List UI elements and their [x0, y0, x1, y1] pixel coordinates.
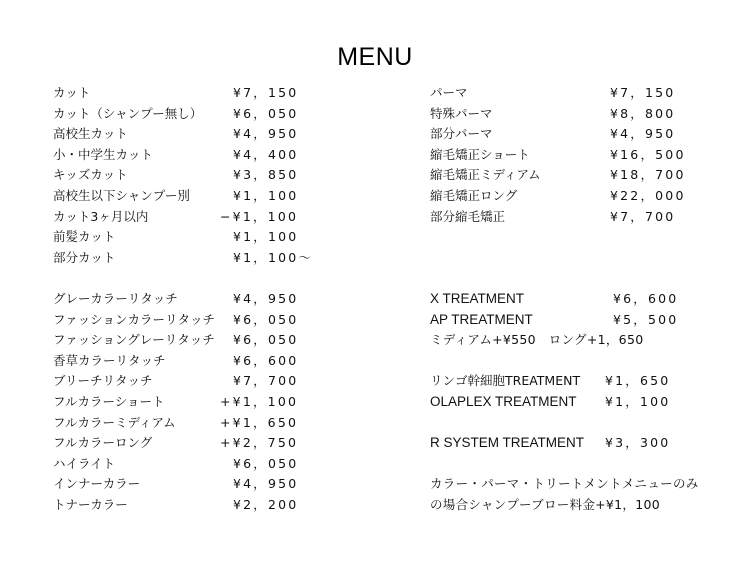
item-price: +¥2，750 [220, 435, 299, 451]
item-name: トナーカラー [53, 496, 128, 512]
item-name: カット [53, 85, 91, 100]
menu-note [430, 474, 730, 495]
item-name: 部分パーマ [430, 126, 493, 142]
left-menu-column [53, 83, 353, 515]
menu-item [430, 433, 730, 454]
menu-item [53, 371, 353, 392]
menu-item [430, 124, 730, 145]
menu-item [430, 207, 730, 228]
item-price: ¥4，950 [233, 476, 299, 492]
menu-item [53, 474, 353, 495]
item-name: 香草カラーリタッチ [53, 352, 166, 368]
spacer [430, 454, 730, 475]
item-name: 前髪カット [53, 229, 116, 245]
item-price: ¥7，150 [610, 85, 676, 100]
menu-item [53, 289, 353, 310]
item-name: パーマ [430, 85, 468, 100]
item-name: キッズカット [53, 167, 128, 183]
item-name: 高校生カット [53, 126, 128, 142]
item-price: +¥1，100 [220, 393, 299, 409]
item-price: ¥7，700 [610, 208, 676, 224]
item-name: リンゴ幹細胞TREATMENT [430, 373, 581, 389]
item-name: OLAPLEX TREATMENT [430, 393, 577, 409]
item-name: 特殊パーマ [430, 105, 493, 121]
menu-item [53, 124, 353, 145]
item-name: ファッションカラーリタッチ [53, 311, 216, 327]
item-price: ¥1，100〜 [233, 249, 314, 265]
item-price: ¥1，100 [233, 229, 299, 245]
item-name: 高校生以下シャンプー別 [53, 187, 190, 203]
item-price: ¥8，800 [610, 105, 676, 121]
menu-item [53, 454, 353, 475]
item-price: −¥1，100 [220, 208, 299, 224]
menu-item [53, 330, 353, 351]
menu-item [53, 207, 353, 228]
spacer [53, 268, 353, 289]
item-price: ¥6，600 [613, 290, 679, 306]
item-name: 縮毛矯正ロング [430, 187, 518, 203]
menu-item [430, 186, 730, 207]
item-price: ¥6，600 [233, 352, 299, 368]
item-price: ¥4，950 [610, 126, 676, 142]
item-name: フルカラーミディアム [53, 414, 176, 430]
item-price: ¥22，000 [610, 187, 686, 203]
menu-item [53, 433, 353, 454]
item-price: ¥6，050 [233, 105, 299, 121]
spacer [430, 268, 730, 289]
menu-note [430, 330, 730, 351]
menu-item [53, 227, 353, 248]
note-text: ミディアム+¥550 ロング+1，650 [430, 332, 644, 348]
menu-note [430, 495, 730, 516]
item-name: ハイライト [53, 455, 116, 471]
item-name: カット3ヶ月以内 [53, 208, 149, 224]
item-name: 縮毛矯正ショート [430, 146, 530, 162]
item-price: ¥16，500 [610, 146, 686, 162]
item-price: ¥6，050 [233, 311, 299, 327]
item-price: ¥1，100 [233, 187, 299, 203]
spacer [430, 413, 730, 434]
item-price: ¥6，050 [233, 455, 299, 471]
item-name: 小・中学生カット [53, 146, 153, 162]
menu-item [53, 248, 353, 269]
item-price: ¥4，400 [233, 146, 299, 162]
menu-item [430, 371, 730, 392]
item-name: グレーカラーリタッチ [53, 290, 178, 306]
item-name: フルカラーショート [53, 393, 165, 409]
spacer [430, 351, 730, 372]
item-price: +¥1，650 [220, 414, 299, 430]
menu-item [430, 104, 730, 125]
item-name: AP TREATMENT [430, 311, 533, 327]
menu-title: MENU [337, 43, 413, 71]
item-price: ¥1，650 [605, 373, 671, 389]
item-price: ¥6，050 [233, 332, 299, 348]
item-name: R SYSTEM TREATMENT [430, 435, 585, 451]
spacer [430, 227, 730, 248]
menu-item [53, 104, 353, 125]
item-name: フルカラーロング [53, 435, 153, 451]
note-text: カラー・パーマ・トリートメントメニューのみ [430, 476, 699, 492]
item-name: 部分カット [53, 249, 116, 265]
item-price: ¥4，950 [233, 290, 299, 306]
item-price: ¥2，200 [233, 496, 299, 512]
menu-item [53, 351, 353, 372]
item-name: ブリーチリタッチ [53, 373, 153, 389]
menu-item [53, 186, 353, 207]
spacer [430, 248, 730, 269]
item-name: 部分縮毛矯正 [430, 208, 506, 224]
item-price: ¥5，500 [613, 311, 679, 327]
menu-item [430, 165, 730, 186]
menu-item [430, 289, 730, 310]
menu-item [53, 392, 353, 413]
menu-item [430, 310, 730, 331]
item-price: ¥18，700 [610, 167, 686, 183]
item-name: カット（シャンプー無し） [53, 105, 203, 121]
item-name: 縮毛矯正ミディアム [430, 167, 541, 183]
right-menu-column [430, 83, 730, 515]
menu-item [53, 83, 353, 104]
menu-item [53, 310, 353, 331]
menu-item [430, 145, 730, 166]
menu-item [53, 145, 353, 166]
menu-item [430, 392, 730, 413]
menu-item [53, 165, 353, 186]
item-price: ¥3，850 [233, 167, 299, 183]
item-name: X TREATMENT [430, 290, 525, 306]
item-price: ¥7，150 [233, 85, 299, 100]
item-price: ¥1，100 [605, 393, 671, 409]
menu-item [53, 495, 353, 516]
item-price: ¥4，950 [233, 126, 299, 142]
menu-item [53, 413, 353, 434]
item-name: インナーカラー [53, 476, 141, 492]
item-price: ¥3，300 [605, 435, 671, 451]
note-text: の場合シャンプーブロー料金+¥1，100 [430, 496, 660, 512]
menu-item [430, 83, 730, 104]
item-name: ファッショングレーリタッチ [53, 332, 215, 348]
item-price: ¥7，700 [233, 373, 299, 389]
